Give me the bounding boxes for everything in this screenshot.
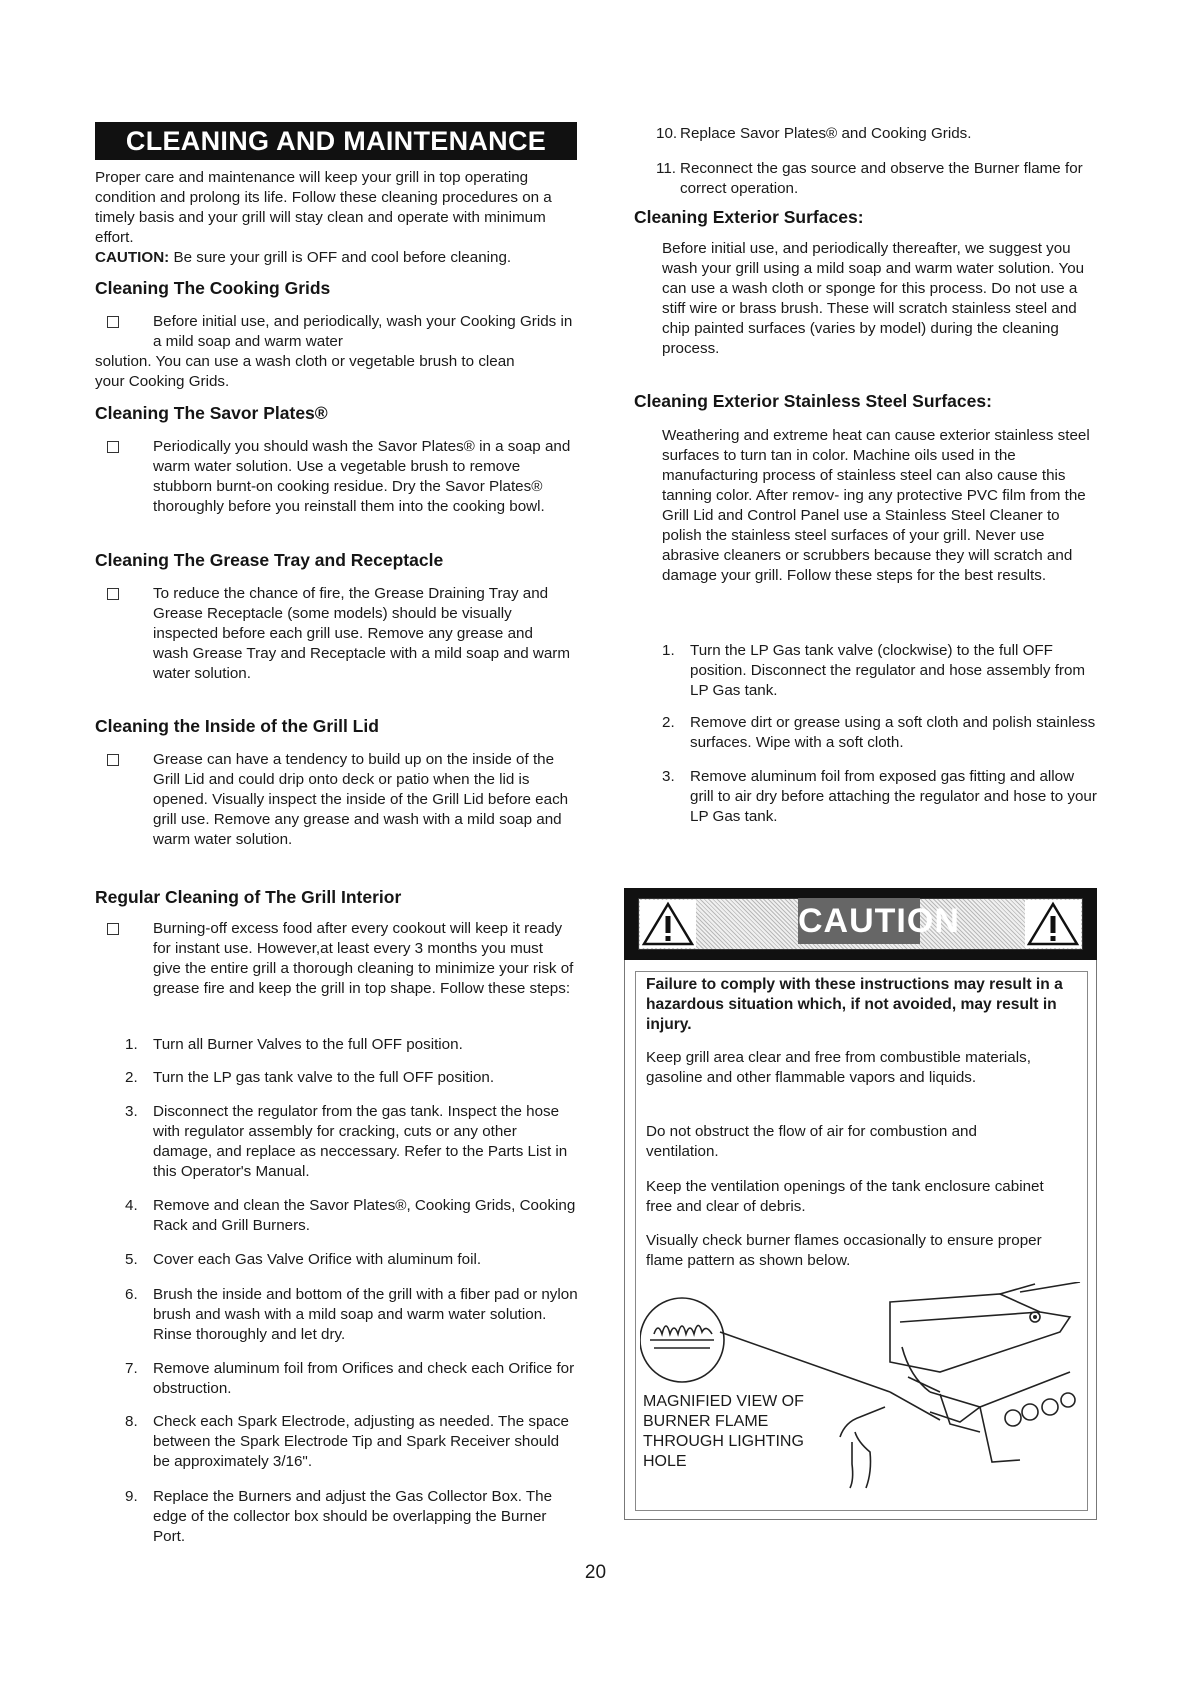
step-number: 2.: [125, 1069, 138, 1086]
figure-caption: [643, 1392, 843, 1472]
heading-grease-tray: Cleaning The Grease Tray and Receptacle: [95, 550, 444, 570]
step-text: Check each Spark Electrode, adjusting as needed. The space between the Spark Electrode Tip and Spark Receiver should be approximately 3/16".: [153, 1413, 569, 1470]
grill-lid-text: [95, 750, 575, 850]
section-banner: CLEANING AND MAINTENANCE: [95, 122, 577, 160]
caution-warning: Failure to comply with these instructions may result in a hazardous situation which, if not avoided, may result in injury.: [646, 976, 1063, 1033]
step-text: Turn the LP gas tank valve to the full OFF position.: [153, 1069, 495, 1086]
step-item: [125, 1196, 580, 1236]
step-item: [125, 1068, 580, 1088]
step-10: [656, 124, 1096, 144]
step-number: 9.: [125, 1488, 138, 1505]
step-number: 10.: [656, 125, 678, 142]
step-text: Remove aluminum foil from Orifices and check each Orifice for obstruction.: [153, 1360, 575, 1397]
step-item: [125, 1487, 580, 1547]
step-item: [662, 713, 1098, 753]
step-text: Turn the LP Gas tank valve (clockwise) to the full OFF position. Disconnect the regulator and hose assembly from LP Gas tank.: [690, 642, 1086, 699]
grease-tray-text: [95, 584, 575, 684]
step-text: Remove dirt or grease using a soft cloth and polish stainless surfaces. Wipe with a soft cloth.: [690, 714, 1096, 751]
caution-para-2: Do not obstruct the flow of air for combustion and ventilation.: [646, 1123, 977, 1160]
cooking-grids-text: [95, 312, 575, 392]
step-item: [125, 1412, 580, 1472]
step-number: 6.: [125, 1286, 138, 1303]
step-number: 11.: [656, 160, 676, 177]
warning-triangle-icon: [1025, 900, 1081, 948]
intro-text: Proper care and maintenance will keep your grill in top operating condition and prolong its life. Follow these cleaning procedures on a timely basis and your grill will stay clean and operate with minimum effort.: [95, 169, 552, 246]
step-text: Brush the inside and bottom of the grill with a fiber pad or nylon brush and wash with a mild soap and warm water solution. Rinse thoroughly and let dry.: [153, 1286, 578, 1343]
cooking-grids-text-b: solution. You can use a wash cloth or vegetable brush to clean your Cooking Grids.: [95, 353, 515, 390]
caution-para-1: Keep grill area clear and free from combustible materials, gasoline and other flammable vapors and liquids.: [646, 1049, 1031, 1086]
checkbox-icon: [107, 441, 119, 453]
step-text: Remove aluminum foil from exposed gas fitting and allow grill to air dry before attaching the regulator and hose to your LP Gas tank.: [690, 768, 1097, 825]
heading-exterior: Cleaning Exterior Surfaces:: [634, 207, 864, 227]
savor-plates-body: Periodically you should wash the Savor Plates® in a soap and warm water solution. Use a vegetable brush to remove stubborn burnt-on cooking residue. Dry the Savor Plates® thoroughly before you reinstall them into the cooking bowl.: [153, 438, 571, 515]
heading-savor-plates: Cleaning The Savor Plates®: [95, 403, 328, 423]
caution-text: Be sure your grill is OFF and cool before cleaning.: [169, 249, 512, 266]
heading-stainless: Cleaning Exterior Stainless Steel Surfaces:: [634, 391, 992, 411]
checkbox-icon: [107, 754, 119, 766]
savor-plates-text: [95, 437, 575, 517]
figure-caption-line: BURNER FLAME: [643, 1413, 769, 1430]
step-item: [662, 767, 1098, 827]
caution-para-4: Visually check burner flames occasionally to ensure proper flame pattern as shown below.: [646, 1232, 1042, 1269]
step-number: 1.: [125, 1036, 138, 1053]
caution-title: CAUTION: [798, 898, 920, 944]
intro-paragraph: [95, 168, 575, 268]
step-text: Replace Savor Plates® and Cooking Grids.: [680, 125, 972, 142]
grill-lid-body: Grease can have a tendency to build up on the inside of the Grill Lid and could drip onto deck or patio when the lid is opened. Visually inspect the inside of the Grill Lid before each grill use. Remove any grease and wash with a mild soap and warm water solution.: [153, 751, 569, 848]
figure-caption-line: HOLE: [643, 1453, 687, 1470]
step-item: [125, 1250, 580, 1270]
step-number: 8.: [125, 1413, 138, 1430]
figure-caption-line: THROUGH LIGHTING: [643, 1433, 804, 1450]
step-item: [125, 1285, 580, 1345]
step-text: Reconnect the gas source and observe the Burner flame for correct operation.: [680, 160, 1083, 197]
step-text: Disconnect the regulator from the gas tank. Inspect the hose with regulator assembly for cracking, cuts or any other damage, and replace as neccessary. Refer to the Parts List in this Operator's Manual.: [153, 1103, 568, 1180]
grill-interior-text: [95, 919, 575, 999]
step-text: Cover each Gas Valve Orifice with aluminum foil.: [153, 1251, 482, 1268]
stainless-text: Weathering and extreme heat can cause exterior stainless steel surfaces to turn tan in color. Machine oils used in the manufacturing process of stainless steel can also cause this tanning color. After remov- ing any protective PVC film from the Grill Lid and Control Panel use a Stainless Steel Cleaner to polish the stainless steel surfaces of your grill. Never use abrasive cleaners or scrubbers because they will scratch and damage your grill. Follow these steps for the best results.: [662, 427, 1090, 584]
checkbox-icon: [107, 316, 119, 328]
step-text: Replace the Burners and adjust the Gas Collector Box. The edge of the collector box should be overlapping the Burner Port.: [153, 1488, 553, 1545]
step-text: Remove and clean the Savor Plates®, Cooking Grids, Cooking Rack and Grill Burners.: [153, 1197, 576, 1234]
step-number: 7.: [125, 1360, 138, 1377]
step-number: 3.: [125, 1103, 138, 1120]
heading-grill-lid: Cleaning the Inside of the Grill Lid: [95, 716, 379, 736]
step-text: Turn all Burner Valves to the full OFF position.: [153, 1036, 463, 1053]
step-item: [125, 1035, 580, 1055]
step-item: [662, 641, 1098, 701]
cooking-grids-text-a: Before initial use, and periodically, wash your Cooking Grids in a mild soap and warm water: [153, 313, 573, 350]
step-number: 1.: [662, 642, 675, 659]
checkbox-icon: [107, 923, 119, 935]
step-item: [125, 1359, 580, 1399]
heading-cooking-grids: Cleaning The Cooking Grids: [95, 278, 331, 298]
grease-tray-body: To reduce the chance of fire, the Grease Draining Tray and Grease Receptacle (some models) should be visually inspected before each grill use. Remove any grease and wash Grease Tray and Receptacle with a mild soap and warm water solution.: [153, 585, 571, 682]
step-number: 2.: [662, 714, 675, 731]
warning-triangle-icon: [640, 900, 696, 948]
page-number: 20: [584, 1562, 607, 1583]
caution-label: CAUTION:: [95, 249, 170, 266]
step-item: [125, 1102, 580, 1182]
figure-caption-line: MAGNIFIED VIEW OF: [643, 1393, 804, 1410]
step-11: [656, 159, 1096, 199]
grill-interior-body: Burning-off excess food after every cookout will keep it ready for instant use. However,at least every 3 months you must give the entire grill a thorough cleaning to minimize your risk of grease fire and keep the grill in top shape. Follow these steps:: [153, 920, 574, 997]
heading-grill-interior: Regular Cleaning of The Grill Interior: [95, 887, 402, 907]
step-number: 5.: [125, 1251, 138, 1268]
checkbox-icon: [107, 588, 119, 600]
caution-para-3: Keep the ventilation openings of the tank enclosure cabinet free and clear of debris.: [646, 1178, 1044, 1215]
step-number: 4.: [125, 1197, 138, 1214]
exterior-text: Before initial use, and periodically thereafter, we suggest you wash your grill using a mild soap and warm water solution. You can use a wash cloth or sponge for this process. Do not use a stiff wire or brass brush. These will scratch stainless steel and chip painted surfaces (varies by model) during the cleaning process.: [662, 240, 1085, 357]
step-number: 3.: [662, 768, 675, 785]
caution-header: [624, 888, 1097, 960]
